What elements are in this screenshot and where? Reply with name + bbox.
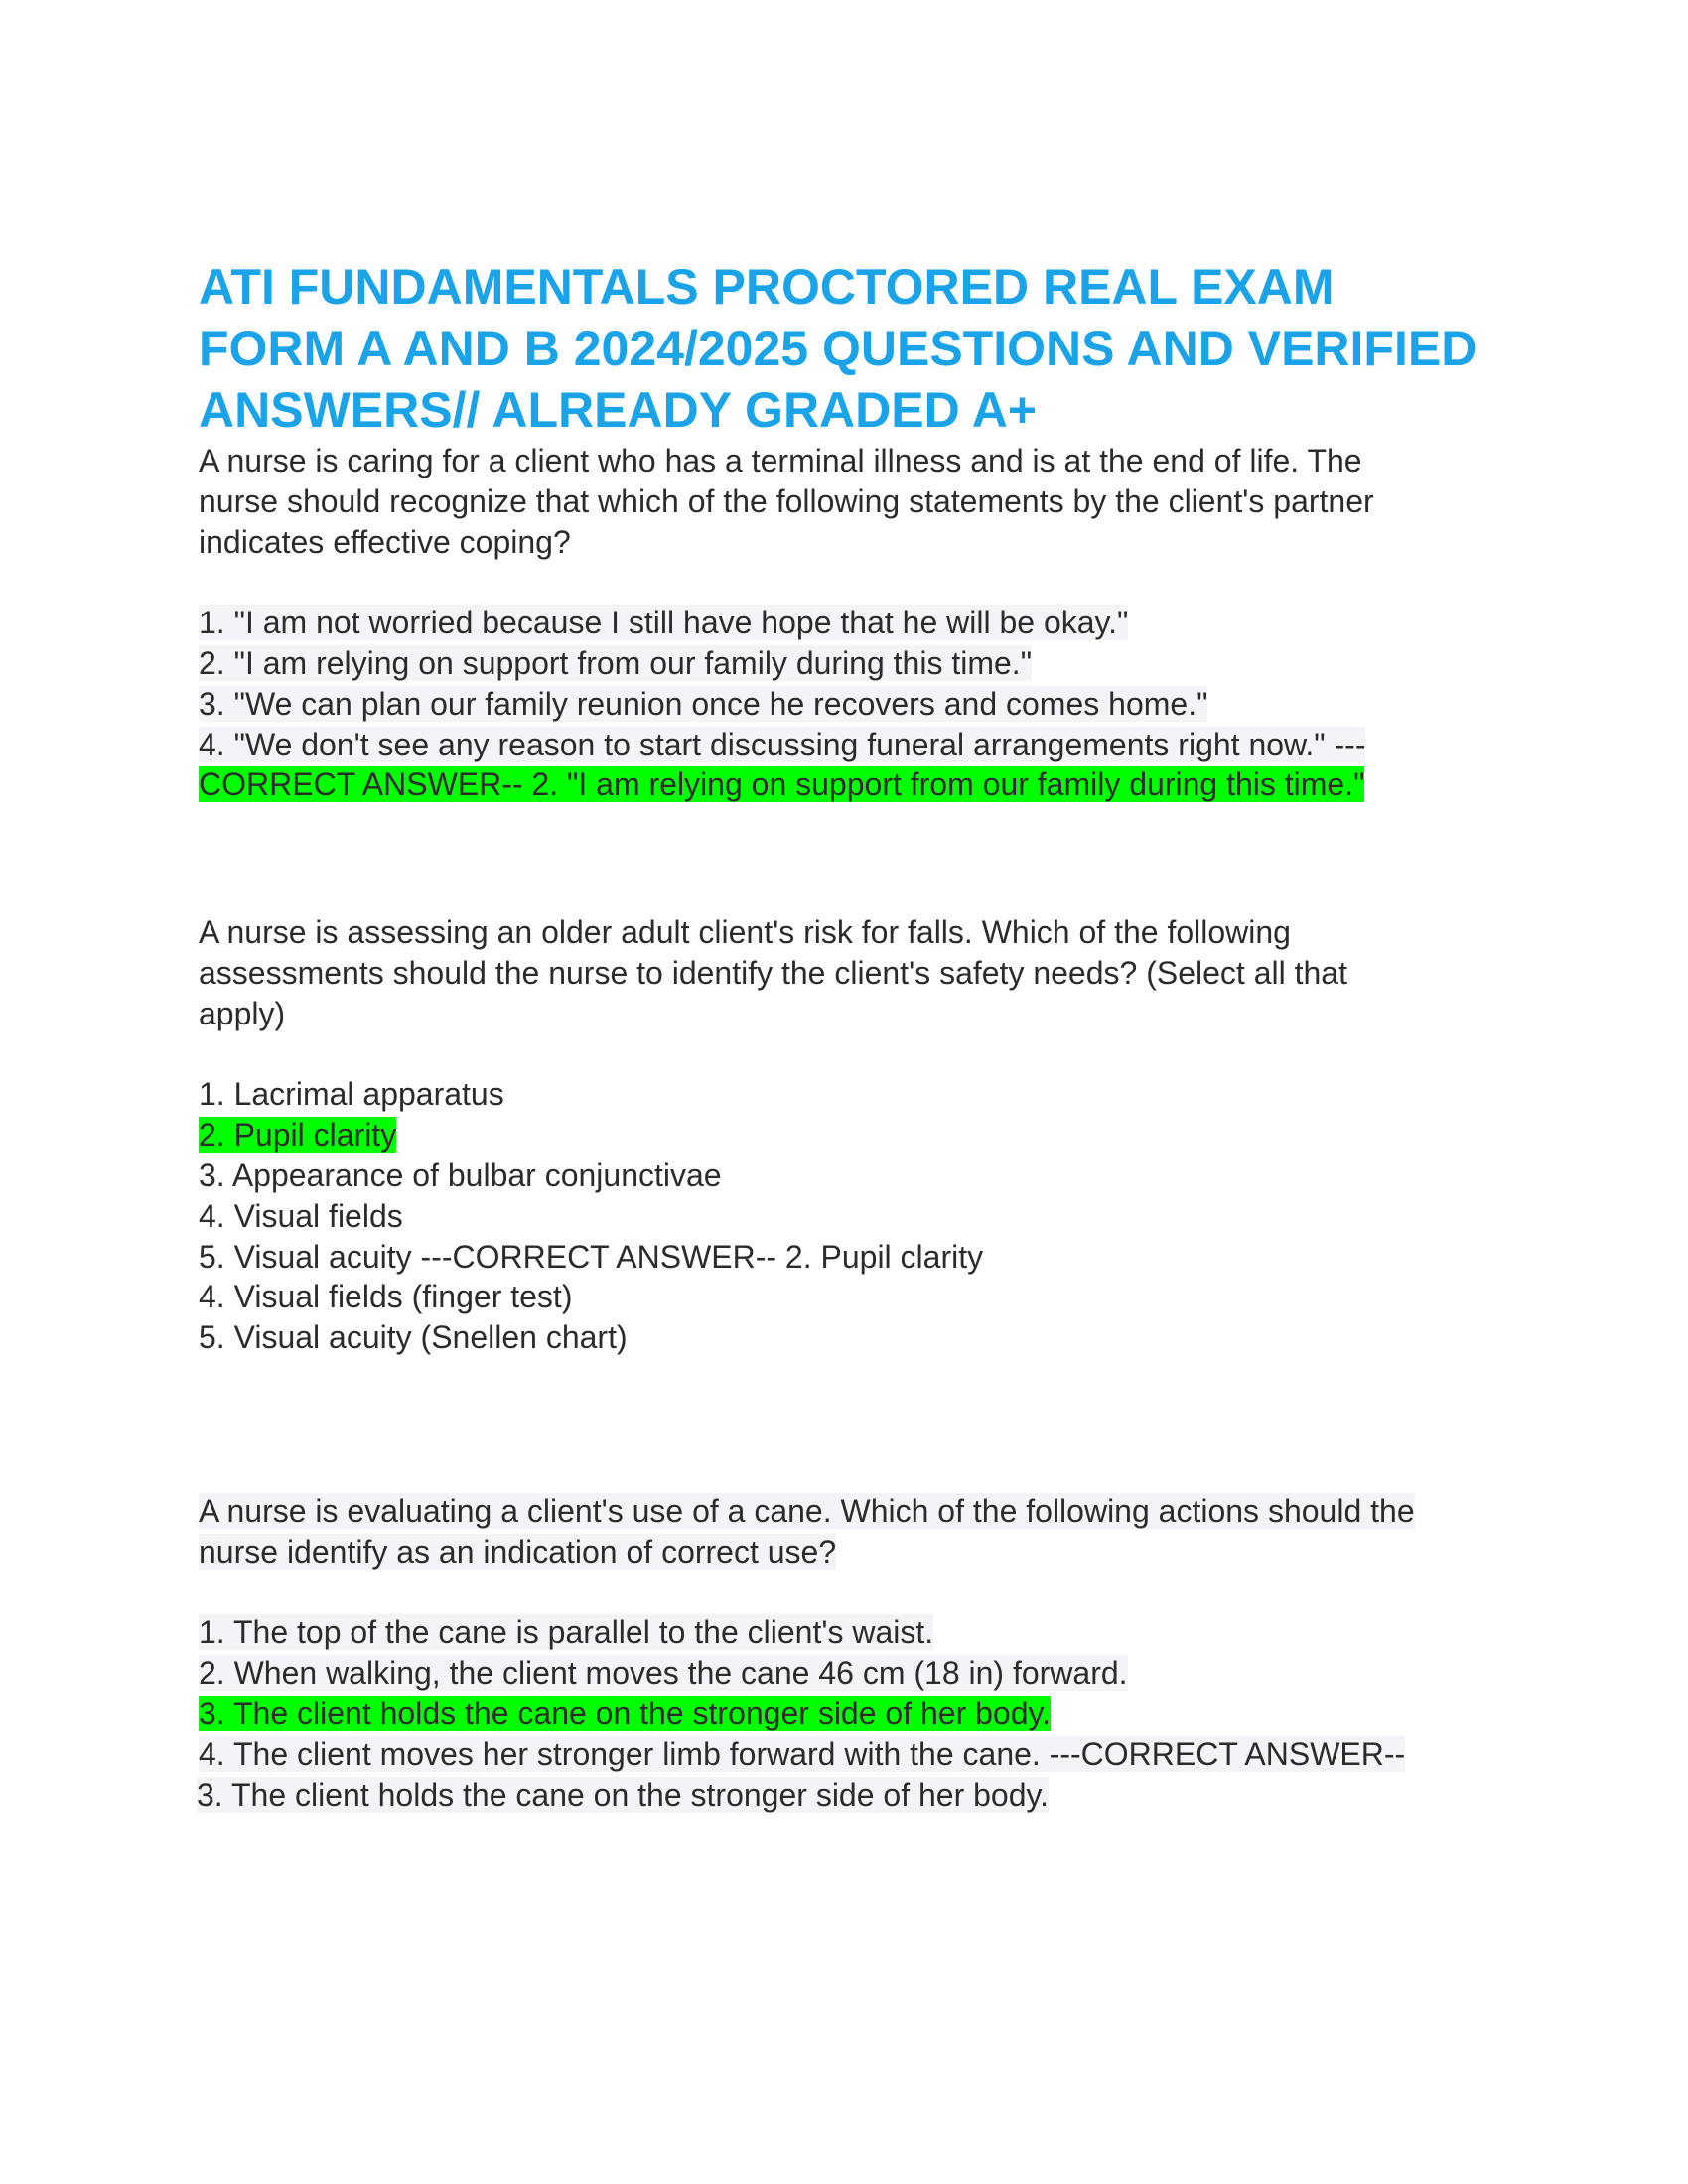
question-stem-line: assessments should the nurse to identify the client's safety needs? (Select all that [199,954,1347,991]
answer-option: 4. The client moves her stronger limb forward with the cane. ---CORRECT ANSWER-- [199,1735,1406,1772]
question-2 [199,912,1489,1358]
answer-option: 4. Visual fields [199,1197,403,1234]
answer-option: 1. The top of the cane is parallel to the client's waist. [199,1614,934,1651]
answer-option: 1. "I am not worried because I still have hope that he will be okay." [199,605,1129,641]
question-stem-line: nurse should recognize that which of the following statements by the client's partner [199,482,1374,519]
question-stem-line: apply) [199,995,286,1031]
document-title [199,256,1489,441]
document-content [199,256,1489,1815]
answer-option-with-correct-answer: 5. Visual acuity ---CORRECT ANSWER-- 2. Pupil clarity [199,1238,984,1275]
question-stem-line: A nurse is assessing an older adult client's risk for falls. Which of the following [199,914,1291,951]
title-line: FORM A AND B 2024/2025 QUESTIONS AND VERIFIED [199,321,1477,376]
question-stem-line: indicates effective coping? [199,523,571,560]
answer-option: 3. "We can plan our family reunion once he recovers and comes home." [199,685,1208,722]
question-stem-line: A nurse is evaluating a client's use of a cane. Which of the following actions should the [199,1492,1415,1529]
correct-answer: CORRECT ANSWER-- 2. "I am relying on support from our family during this time." [199,766,1365,803]
question-1 [199,441,1489,805]
answer-option: 5. Visual acuity (Snellen chart) [199,1319,628,1356]
answer-option: 1. Lacrimal apparatus [199,1076,504,1113]
answer-option: 2. "I am relying on support from our family during this time." [199,644,1033,681]
answer-option: 4. "We don't see any reason to start discussing funeral arrangements right now." --- [199,726,1366,762]
answer-option: 4. Visual fields (finger test) [199,1279,573,1315]
title-line: ANSWERS// ALREADY GRADED A+ [199,382,1038,438]
answer-option: 3. Appearance of bulbar conjunctivae [199,1157,722,1193]
highlighted-answer-option: 2. Pupil clarity [199,1117,397,1154]
correct-answer: 3. The client holds the cane on the stronger side of her body. [197,1776,1050,1813]
answer-option: 2. When walking, the client moves the cane 46 cm (18 in) forward. [199,1655,1128,1692]
highlighted-answer-option: 3. The client holds the cane on the stronger side of her body. [199,1695,1052,1731]
question-stem-line: nurse identify as an indication of correct use? [199,1533,837,1570]
question-3 [199,1491,1489,1815]
title-line: ATI FUNDAMENTALS PROCTORED REAL EXAM [199,259,1335,315]
question-stem-line: A nurse is caring for a client who has a terminal illness and is at the end of life. The [199,443,1362,478]
